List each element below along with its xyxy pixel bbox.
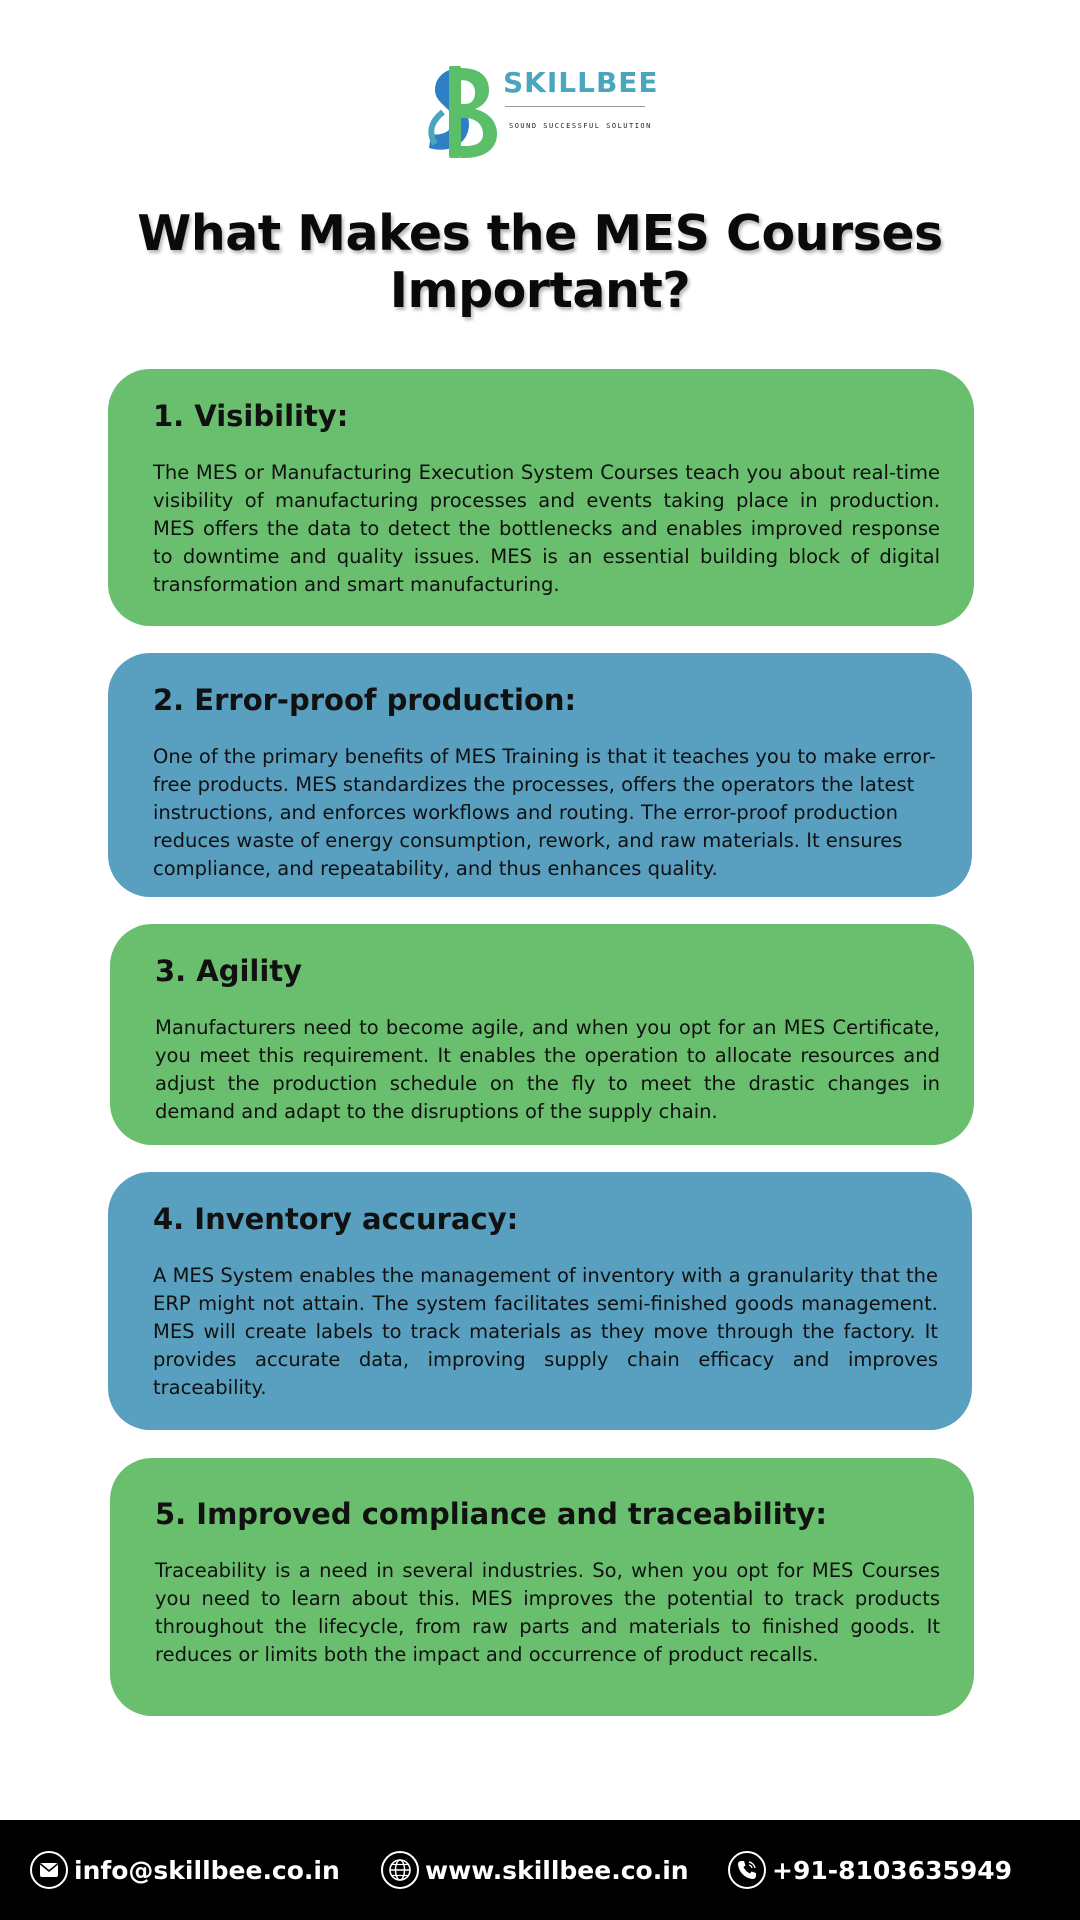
- card-heading: 1. Visibility:: [153, 399, 349, 433]
- card-body: One of the primary benefits of MES Training is that it teaches you to make error-free products. MES standardizes the processes, offers the operators the latest instructions, and enforces workflows and routing. The error-proof production reduces waste of energy consumption, rework, and raw materials. It ensures compliance, and repeatability, and thus enhances quality.: [153, 745, 936, 880]
- footer-website[interactable]: [381, 1849, 689, 1891]
- footer-contact-bar: [0, 1820, 1080, 1920]
- phone-link[interactable]: +91-8103635949: [772, 1855, 1013, 1885]
- phone-icon: [728, 1851, 766, 1889]
- footer-phone[interactable]: [728, 1849, 1012, 1891]
- mail-icon: [30, 1851, 68, 1889]
- card-visibility: [108, 369, 974, 626]
- card-body: Traceability is a need in several industries. So, when you opt for MES Courses you need to learn about this. MES improves the potential to track products throughout the lifecycle, from raw parts and materials to finished goods. It reduces or limits both the impact and occurrence of product recalls.: [155, 1559, 940, 1666]
- card-heading: 3. Agility: [155, 954, 303, 988]
- card-agility: [110, 924, 974, 1145]
- card-compliance-traceability: [110, 1458, 974, 1716]
- card-body: Manufacturers need to become agile, and when you opt for an MES Certificate, you meet this requirement. It enables the operation to allocate resources and adjust the production schedule on the fly to meet the drastic changes in demand and adapt to the disruptions of the supply chain.: [155, 1016, 940, 1123]
- card-heading: 5. Improved compliance and traceability:: [155, 1497, 828, 1531]
- card-body: The MES or Manufacturing Execution System Courses teach you about real-time visibility of manufacturing processes and events taking place in production. MES offers the data to detect the bottlenecks and enables improved response to downtime and quality issues. MES is an essential building block of digital transformation and smart manufacturing.: [153, 461, 940, 596]
- card-body: A MES System enables the management of inventory with a granularity that the ERP might not attain. The system facilitates semi-finished goods management. MES will create labels to track materials as they move through the factory. It provides accurate data, improving supply chain efficacy and improves traceability.: [153, 1264, 938, 1399]
- brand-logo: [413, 62, 659, 162]
- card-error-proof-production: [108, 653, 972, 897]
- card-inventory-accuracy: [108, 1172, 972, 1430]
- email-link[interactable]: info@skillbee.co.in: [74, 1855, 340, 1885]
- skillbee-logo-icon: [413, 62, 503, 162]
- website-link[interactable]: www.skillbee.co.in: [425, 1855, 689, 1885]
- brand-name: SKILLBEE: [503, 66, 659, 99]
- logo-divider: [505, 106, 645, 107]
- brand-tagline: SOUND SUCCESSFUL SOLUTION: [509, 122, 652, 130]
- card-heading: 4. Inventory accuracy:: [153, 1202, 519, 1236]
- card-heading: 2. Error-proof production:: [153, 683, 577, 717]
- page-title: What Makes the MES Courses Important?: [137, 205, 943, 319]
- footer-email[interactable]: [30, 1849, 340, 1891]
- globe-icon: [381, 1851, 419, 1889]
